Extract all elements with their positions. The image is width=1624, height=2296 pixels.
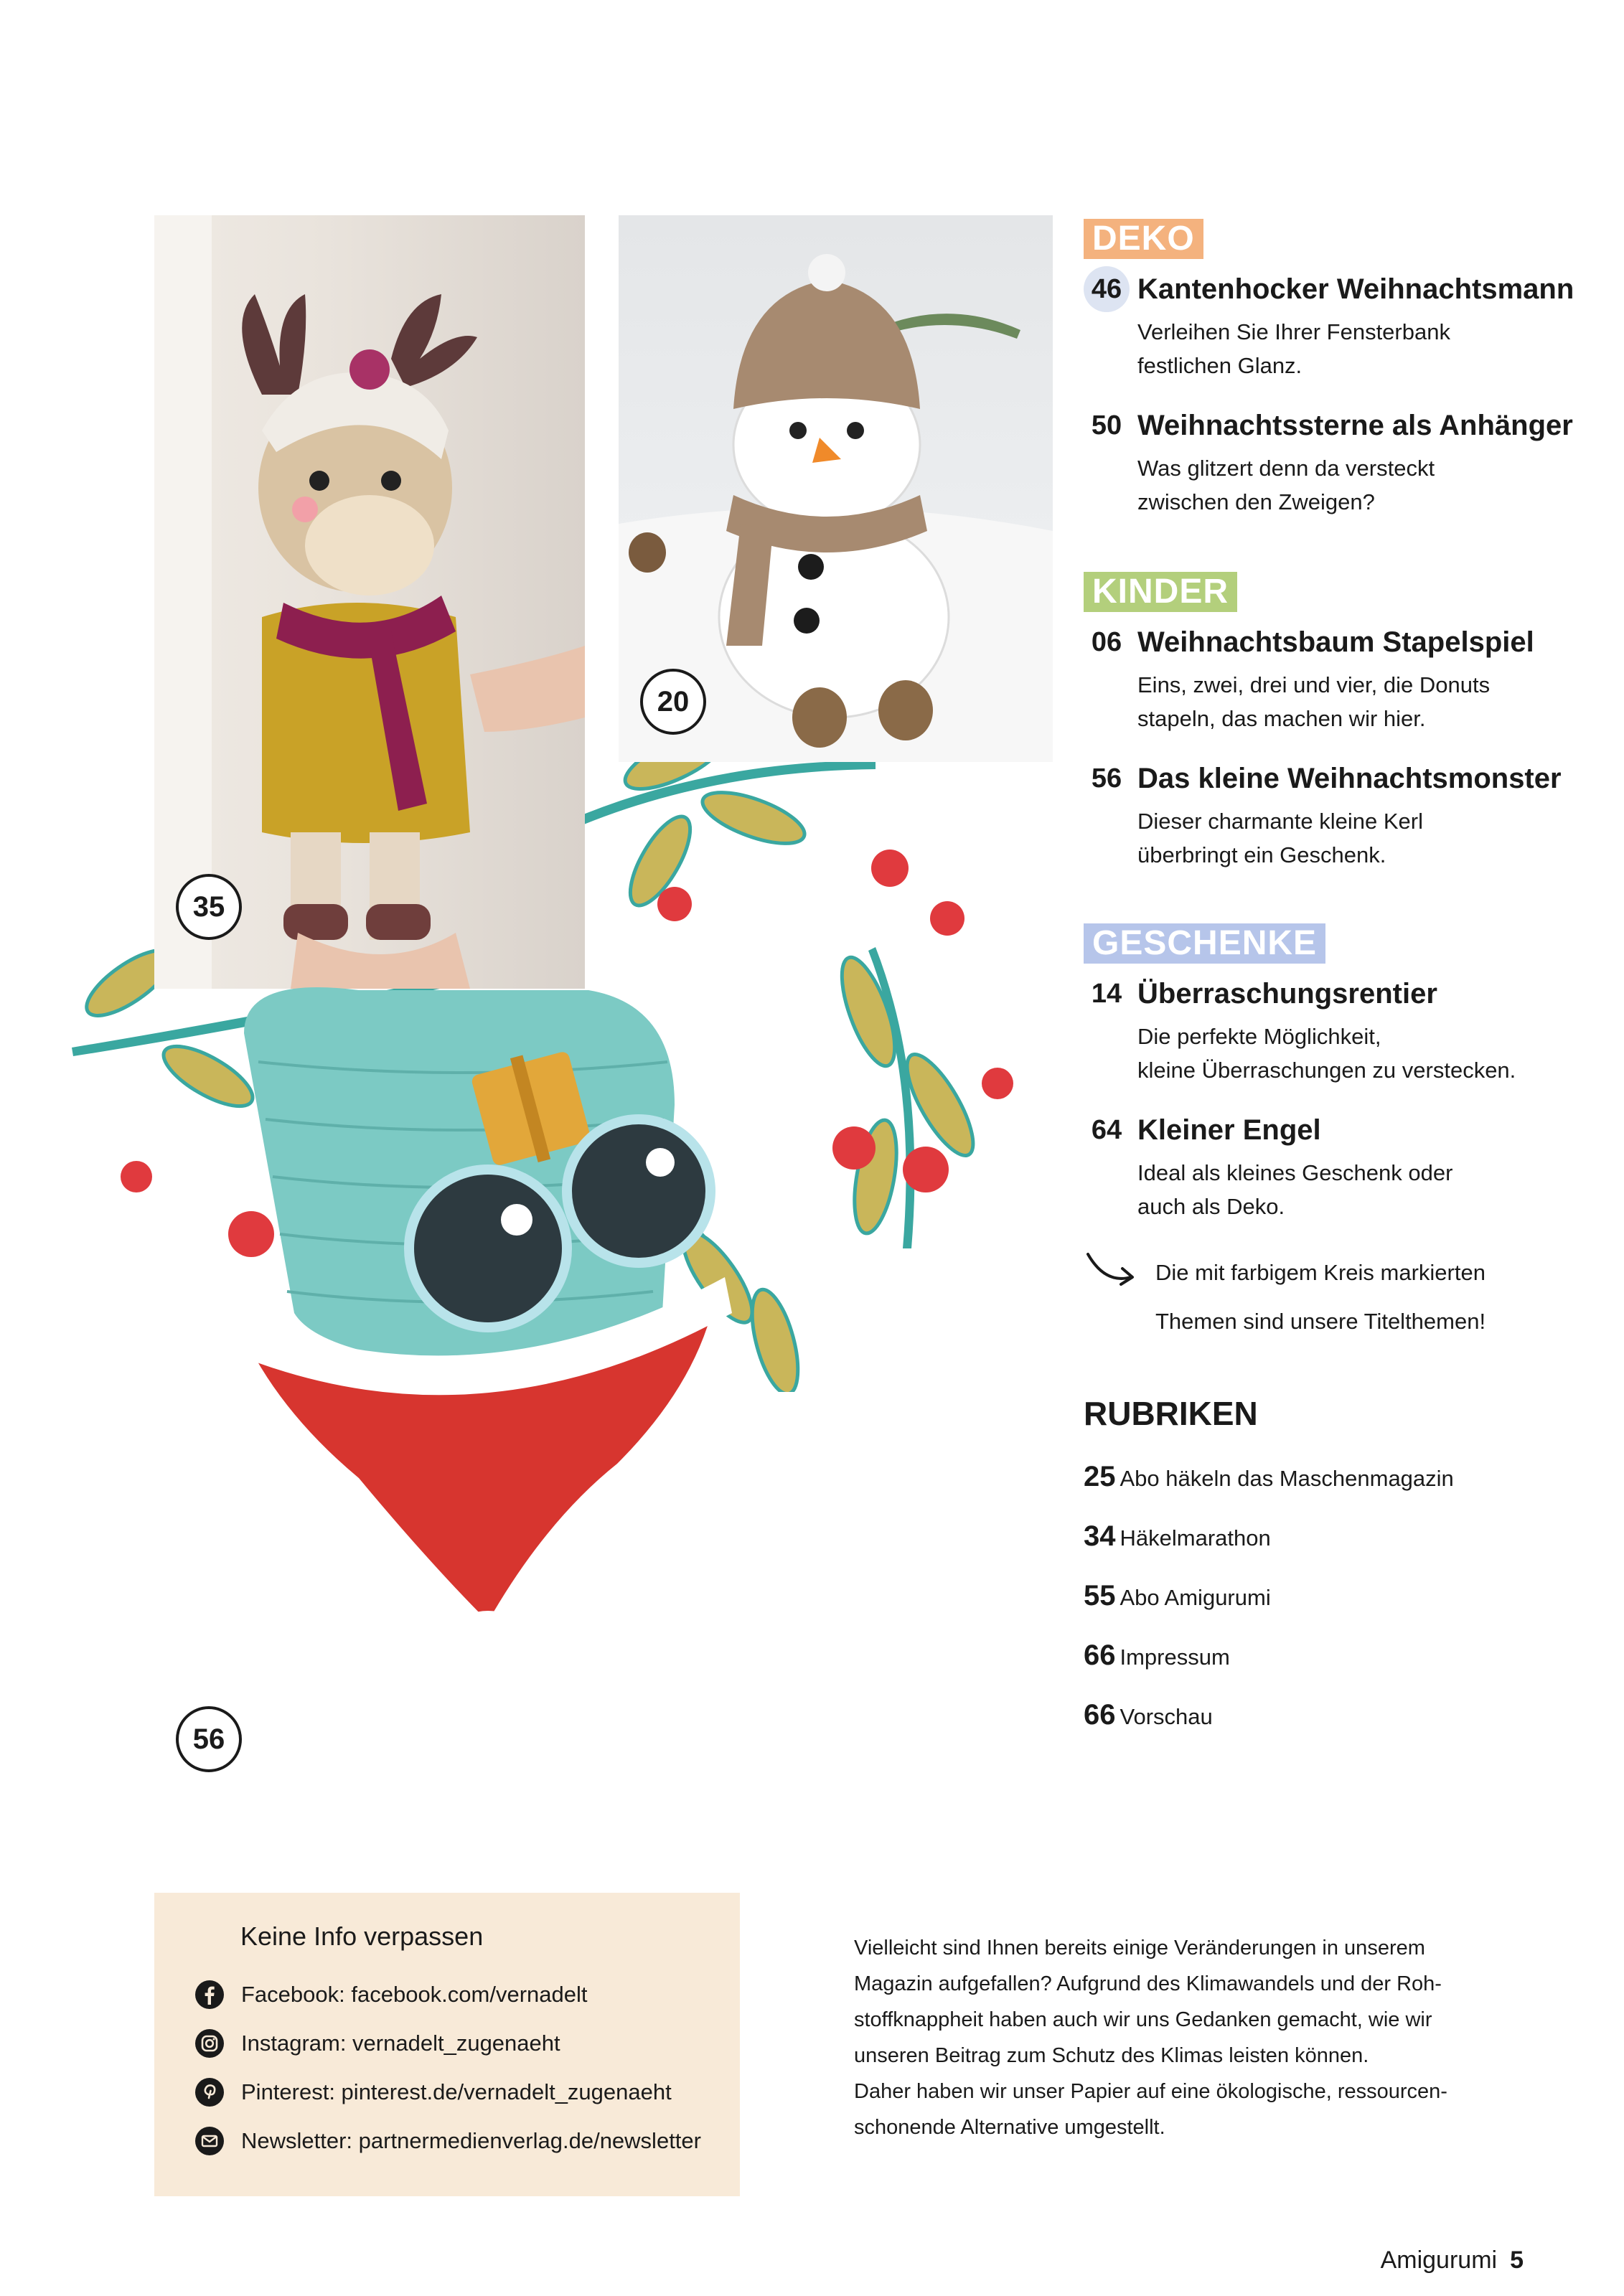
entry-page-number: 46 (1084, 266, 1130, 312)
toc-entry[interactable] (1084, 619, 1600, 735)
rubrik-item[interactable]: 66 Vorschau (1084, 1699, 1213, 1731)
mail-icon (194, 2125, 225, 2157)
entry-title: Weihnachtsbaum Stapelspiel (1137, 626, 1534, 658)
entry-page-number: 64 (1091, 1115, 1122, 1145)
entry-title: Überraschungsrentier (1137, 978, 1437, 1010)
entry-description: Die perfekte Möglichkeit, kleine Überraschungen zu verstecken. (1137, 1024, 1516, 1083)
section-tag-kinder: KINDER (1084, 572, 1237, 612)
rubriken-title: RUBRIKEN (1084, 1395, 1258, 1432)
table-of-contents (1084, 219, 1600, 1223)
entry-page-number: 06 (1091, 627, 1122, 657)
rubrik-item[interactable]: 55 Abo Amigurumi (1084, 1580, 1271, 1612)
toc-entry[interactable] (1084, 1107, 1600, 1223)
entry-description: Eins, zwei, drei und vier, die Donuts stapeln, das machen wir hier. (1137, 672, 1491, 731)
info-heading: Keine Info verpassen (240, 1921, 484, 1951)
page-circle-moose: 35 (176, 874, 242, 940)
page-circle-snowman: 20 (640, 669, 706, 735)
entry-page-number: 50 (1091, 410, 1122, 441)
newsletter-link[interactable]: Newsletter: partnermedienverlag.de/newsletter (194, 2117, 697, 2165)
section-tag-deko: DEKO (1084, 219, 1203, 259)
rubrik-item[interactable]: 34 Häkelmarathon (1084, 1520, 1271, 1552)
monster-cutout (215, 976, 789, 1866)
moose-illustration (154, 215, 585, 989)
rubriken-section (1084, 1392, 1600, 1746)
page-circle-monster: 56 (176, 1706, 242, 1772)
pinterest-link[interactable]: Pinterest: pinterest.de/vernadelt_zugenaeht (194, 2068, 697, 2117)
note-line: Themen sind unsere Titelthemen! (1155, 1309, 1486, 1334)
featured-note (1084, 1248, 1600, 1346)
entry-title: Weihnachtssterne als Anhänger (1137, 410, 1573, 441)
entry-description: Ideal als kleines Geschenk oder auch als Deko. (1137, 1160, 1453, 1219)
rubrik-item[interactable]: 66 Impressum (1084, 1639, 1230, 1671)
facebook-icon (194, 1979, 225, 2010)
section-tag-geschenke: GESCHENKE (1084, 923, 1325, 964)
entry-title: Kantenhocker Weihnachtsmann (1137, 273, 1574, 305)
moose-photo (154, 215, 585, 989)
entry-description: Verleihen Sie Ihrer Fensterbank festlichen Glanz. (1137, 319, 1450, 378)
toc-entry[interactable] (1084, 756, 1600, 872)
facebook-link[interactable]: Facebook: facebook.com/vernadelt (194, 1970, 697, 2019)
curved-arrow-icon (1084, 1248, 1141, 1292)
toc-entry[interactable] (1084, 403, 1600, 519)
entry-title: Das kleine Weihnachtsmonster (1137, 763, 1562, 794)
toc-entry[interactable] (1084, 971, 1600, 1087)
entry-description: Dieser charmante kleine Kerl überbringt ein Geschenk. (1137, 809, 1424, 867)
rubrik-item[interactable]: 25 Abo häkeln das Maschenmagazin (1084, 1461, 1454, 1492)
entry-title: Kleiner Engel (1137, 1114, 1321, 1146)
entry-page-number: 56 (1091, 763, 1122, 794)
entry-page-number: 14 (1091, 979, 1122, 1009)
page-footer (1381, 2244, 1524, 2276)
social-info-box (154, 1893, 740, 2196)
instagram-link[interactable]: Instagram: vernadelt_zugenaeht (194, 2019, 697, 2068)
pinterest-icon (194, 2076, 225, 2108)
note-line: Die mit farbigem Kreis markierten (1155, 1260, 1485, 1285)
page-number: 5 (1510, 2246, 1524, 2274)
instagram-icon (194, 2028, 225, 2059)
climate-notice: Vielleicht sind Ihnen bereits einige Veränderungen in unserem Magazin aufgefallen? Aufgrund des Klimawandels und der Roh- stoffknappheit haben auch wir uns Gedanken gemacht, wie wir unseren Beitrag zum Schutz des Klimas leisten können. Daher haben wir unser Papier auf eine ökologische, ressourcen- schonende Alternative umgestellt. (854, 1937, 1447, 2139)
magazine-name: Amigurumi (1380, 2246, 1498, 2274)
toc-entry[interactable] (1084, 266, 1600, 382)
entry-description: Was glitzert denn da versteckt zwischen den Zweigen? (1137, 456, 1435, 514)
